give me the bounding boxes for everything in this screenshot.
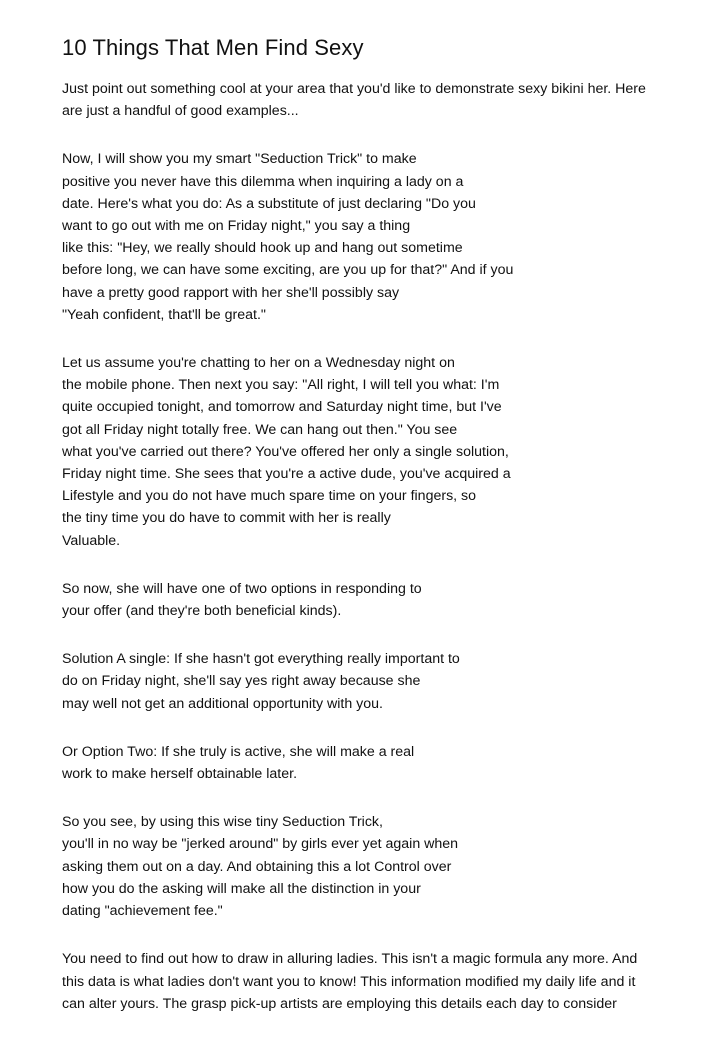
document-body [62,78,682,1015]
text-line: may well not get an additional opportunity with you. [62,695,383,712]
document-page [62,34,682,1041]
text-line: So now, she will have one of two options in responding to [62,580,422,597]
text-line: dating "achievement fee." [62,903,223,920]
paragraph [62,78,682,122]
text-line: like this: "Hey, we really should hook up and hang out sometime [62,240,463,257]
text-line: can alter yours. The grasp pick-up artists are employing this details each day to consider [62,995,617,1012]
text-line: Now, I will show you my smart "Seduction Trick" to make [62,151,417,168]
text-line: Just point out something cool at your area that you'd like to demonstrate sexy bikini her. Here [62,81,646,97]
text-line: your offer (and they're both beneficial kinds). [62,603,342,620]
paragraph [62,741,682,785]
text-line: have a pretty good rapport with her she'll possibly say [62,284,400,301]
text-line: got all Friday night totally free. We can hang out then." You see [62,421,458,438]
paragraph [62,811,682,922]
paragraph [62,352,682,552]
page-title: 10 Things That Men Find Sexy [62,35,364,60]
text-line: are just a handful of good examples... [62,103,299,120]
text-line: positive you never have this dilemma when inquiring a lady on a [62,173,464,190]
text-line: So you see, by using this wise tiny Seduction Trick, [62,814,383,831]
paragraph [62,148,682,326]
text-line: how you do the asking will make all the distinction in your [62,880,421,897]
text-line: Valuable. [62,532,121,549]
text-line: "Yeah confident, that'll be great." [62,306,266,323]
text-line: Friday night time. She sees that you're a active dude, you've acquired a [62,466,511,483]
text-line: the tiny time you do have to commit with her is really [62,510,391,527]
text-line: before long, we can have some exciting, are you up for that?" And if you [62,262,514,279]
paragraph [62,948,682,1015]
paragraph [62,578,682,622]
text-line: want to go out with me on Friday night," you say a thing [62,218,411,235]
text-line: do on Friday night, she'll say yes right away because she [62,673,421,690]
text-line: this data is what ladies don't want you to know! This information modified my daily life and it [62,973,636,990]
text-line: date. Here's what you do: As a substitute of just declaring "Do you [62,195,476,212]
text-line: Lifestyle and you do not have much spare time on your fingers, so [62,488,477,505]
text-line: You need to find out how to draw in alluring ladies. This isn't a magic formula any more. And [62,951,638,968]
text-line: Let us assume you're chatting to her on a Wednesday night on [62,355,455,372]
text-line: work to make herself obtainable later. [62,766,298,783]
text-line: Solution A single: If she hasn't got everything really important to [62,651,460,668]
paragraph [62,648,682,715]
text-line: you'll in no way be "jerked around" by girls ever yet again when [62,836,459,853]
text-line: the mobile phone. Then next you say: "All right, I will tell you what: I'm [62,377,500,394]
text-line: what you've carried out there? You've offered her only a single solution, [62,443,509,460]
text-line: Or Option Two: If she truly is active, she will make a real [62,743,415,760]
text-line: quite occupied tonight, and tomorrow and Saturday night time, but I've [62,399,502,416]
text-line: asking them out on a day. And obtaining this a lot Control over [62,858,452,875]
